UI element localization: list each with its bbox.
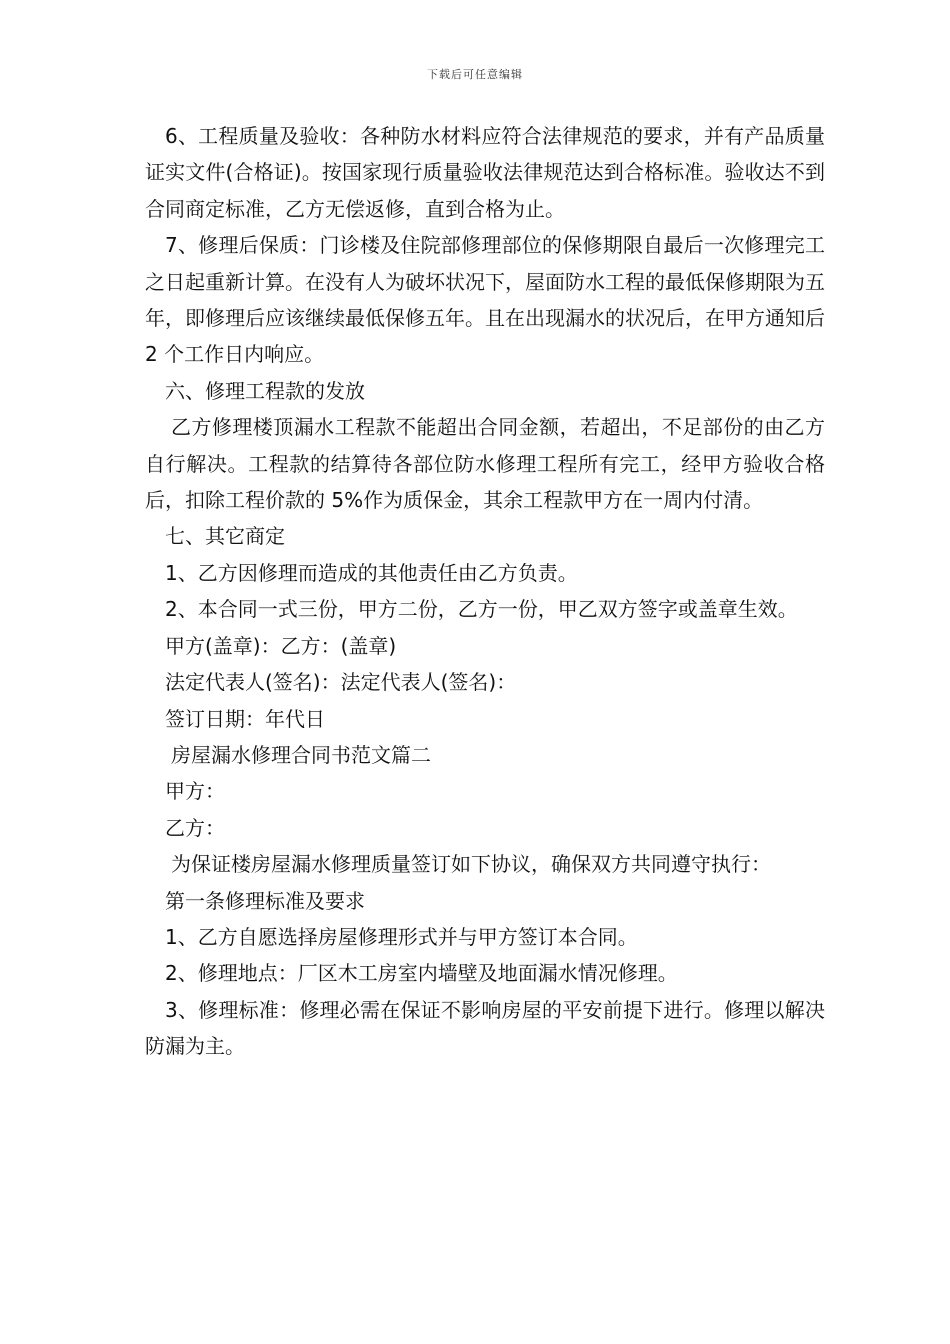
document-title-part-two: 房屋漏水修理合同书范文篇二 bbox=[171, 742, 431, 767]
document-body bbox=[145, 118, 825, 1065]
paragraph-warranty: 7、修理后保质：门诊楼及住院部修理部位的保修期限自最后一次修理完工之日起重新计算。在没有人为破坏状况下，屋面防水工程的最低保修期限为五年，即修理后应该继续最低保修五年。且在出现漏水的状况后，在甲方通知后 2 个工作日内响应。 bbox=[145, 233, 825, 367]
paragraph-article-1-1: 1、乙方自愿选择房屋修理形式并与甲方签订本合同。 bbox=[165, 924, 638, 949]
section-heading-other: 七、其它商定 bbox=[165, 524, 285, 549]
page-header: 下载后可任意编辑 bbox=[427, 68, 523, 81]
paragraph-article-1-2: 2、修理地点：厂区木工房室内墙壁及地面漏水情况修理。 bbox=[165, 961, 678, 986]
party-b: 乙方： bbox=[165, 815, 225, 840]
signature-date: 签订日期：年代日 bbox=[165, 706, 325, 731]
paragraph-quality-acceptance: 6、工程质量及验收：各种防水材料应符合法律规范的要求，并有产品质量证实文件(合格证)。按国家现行质量验收法律规范达到合格标准。验收达不到合同商定标准，乙方无偿返修，直到合格为止。 bbox=[145, 124, 825, 221]
paragraph-article-1-3: 3、修理标准：修理必需在保证不影响房屋的平安前提下进行。修理以解决防漏为主。 bbox=[145, 997, 825, 1059]
party-a: 甲方： bbox=[165, 779, 225, 804]
section-heading-payment: 六、修理工程款的发放 bbox=[165, 378, 365, 403]
paragraph-payment: 乙方修理楼顶漏水工程款不能超出合同金额，若超出，不足部份的由乙方自行解决。工程款的结算待各部位防水修理工程所有完工，经甲方验收合格后，扣除工程价款的 5%作为质保金，其余工程款甲方在一周内付清。 bbox=[145, 415, 825, 513]
paragraph-other-2: 2、本合同一式三份，甲方二份，乙方一份，甲乙双方签字或盖章生效。 bbox=[165, 597, 798, 622]
paragraph-intro: 为保证楼房屋漏水修理质量签订如下协议，确保双方共同遵守执行： bbox=[171, 852, 771, 877]
paragraph-other-1: 1、乙方因修理而造成的其他责任由乙方负责。 bbox=[165, 560, 578, 585]
signature-representatives: 法定代表人(签名)：法定代表人(签名)： bbox=[165, 670, 517, 695]
signature-parties: 甲方(盖章)：乙方：(盖章) bbox=[165, 633, 397, 658]
article-heading-1: 第一条修理标准及要求 bbox=[165, 888, 365, 913]
